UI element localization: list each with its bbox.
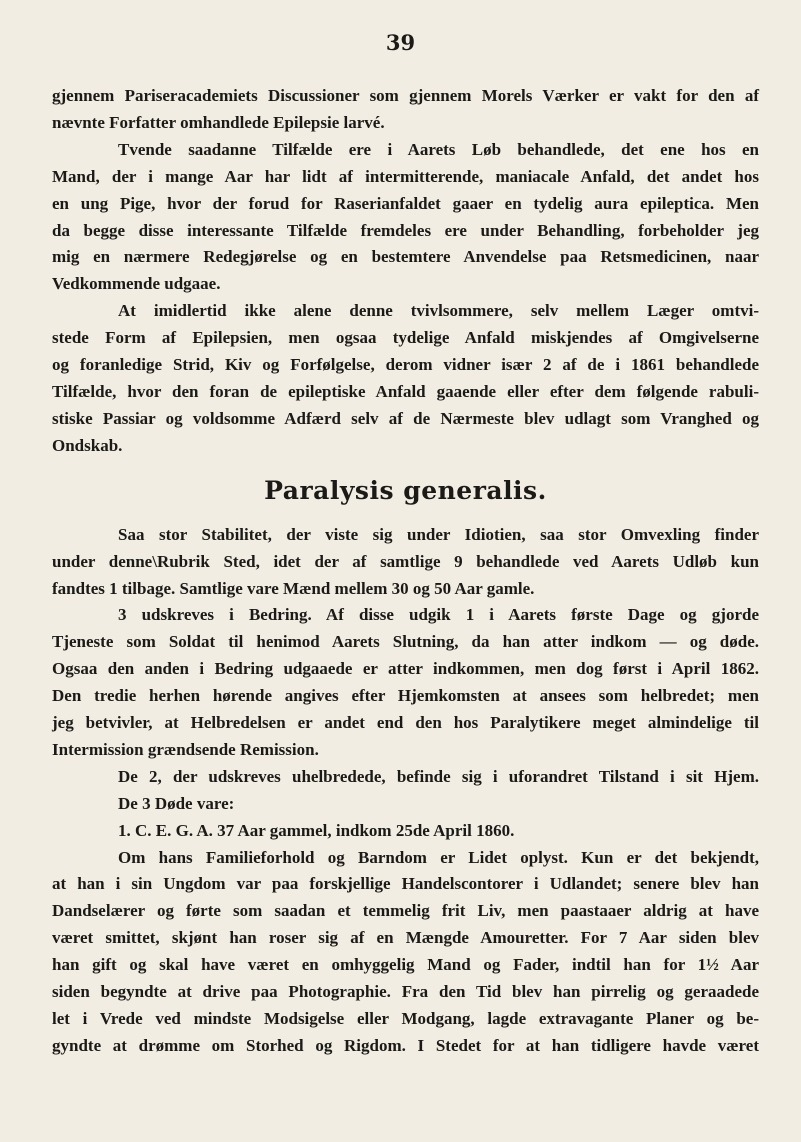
text-line: at han i sin Ungdom var paa forskjellige Handelscontorer i Udlandet; senere blev han <box>52 874 759 894</box>
text-line: nævnte Forfatter omhandlede Epilepsie larvé. <box>52 112 385 132</box>
text-line: under denne\Rubrik Sted, idet der af samtlige 9 behandlede ved Aarets Udløb kun <box>52 551 759 571</box>
section-heading: Paralysis generalis. <box>264 475 547 505</box>
text-line: Tvende saadanne Tilfælde ere i Aarets Løb behandlede, det ene hos en <box>118 139 759 159</box>
text-line: Den tredie herhen hørende angives efter Hjemkomsten at ansees som helbredet; men <box>52 686 759 706</box>
text-line: 3 udskreves i Bedring. Af disse udgik 1 i Aarets første Dage og gjorde <box>118 605 759 625</box>
text-line: gjennem Pariseracademiets Discussioner som gjennem Morels Værker er vakt for den af <box>52 86 759 105</box>
text-line: Ogsaa den anden i Bedring udgaaede er atter indkommen, men dog først i April 1862. <box>52 659 759 679</box>
text-line: Mand, der i mange Aar har lidt af intermitterende, maniacale Anfald, det andet hos <box>52 166 759 186</box>
text-line: Ondskab. <box>52 435 123 455</box>
text-line: været smittet, skjønt han roser sig af en Mængde Amouretter. For 7 Aar siden blev <box>52 928 759 948</box>
text-line: Vedkommende udgaae. <box>52 274 221 294</box>
text-line: At imidlertid ikke alene denne tvivlsommere, selv mellem Læger omtvi- <box>118 301 759 321</box>
text-line: jeg betvivler, at Helbredelsen er andet end den hos Paralytikere meget almindelige til <box>52 713 759 733</box>
text-line: Saa stor Stabilitet, der viste sig under Idiotien, saa stor Omvexling finder <box>118 524 759 544</box>
text-line: Om hans Familieforhold og Barndom er Lidet oplyst. Kun er det bekjendt, <box>118 847 759 867</box>
text-line: let i Vrede ved mindste Modsigelse eller Modgang, lagde extravagante Planer og be- <box>52 1009 759 1028</box>
text-line: og foranledige Strid, Kiv og Forfølgelse, derom vidner især 2 af de i 1861 behandlede <box>52 355 759 375</box>
text-line: De 3 Døde vare: <box>118 793 235 813</box>
text-line: han gift og skal have været en omhyggelig Mand og Fader, indtil han for 1½ Aar <box>52 955 759 975</box>
text-line: stiske Passiar og voldsomme Adfærd selv af de Nærmeste blev udlagt som Vranghed og <box>52 408 759 428</box>
text-line: stede Form af Epilepsien, men ogsaa tydelige Anfald miskjendes af Omgivelserne <box>52 328 759 348</box>
text-line: fandtes 1 tilbage. Samtlige vare Mænd mellem 30 og 50 Aar gamle. <box>52 578 535 598</box>
text-line: 1. C. E. G. A. 37 Aar gammel, indkom 25de April 1860. <box>118 820 515 840</box>
text-line: Intermission grændsende Remission. <box>52 739 319 759</box>
text-column <box>52 83 759 1060</box>
text-line: siden begyndte at drive paa Photographie. Fra den Tid blev han pirrelig og geraadede <box>52 982 759 1002</box>
text-line: en ung Pige, hvor der forud for Raserianfaldet gaaer en tydelig aura epileptica. Men <box>52 193 759 213</box>
text-line: Dandselærer og førte som saadan et temmelig frit Liv, men paastaaer aldrig at have <box>52 901 759 921</box>
page-number: 39 <box>385 30 416 55</box>
text-line: Tjeneste som Soldat til henimod Aarets Slutning, da han atter indkom — og døde. <box>52 632 759 652</box>
text-line: gyndte at drømme om Storhed og Rigdom. I Stedet for at han tidligere havde været <box>52 1035 759 1055</box>
text-line: mig en nærmere Redegjørelse og en bestemtere Anvendelse paa Retsmedicinen, naar <box>52 247 759 267</box>
text-line: da begge disse interessante Tilfælde fremdeles ere under Behandling, forbeholder jeg <box>52 220 759 240</box>
text-line: De 2, der udskreves uhelbredede, befinde sig i uforandret Tilstand i sit Hjem. <box>118 766 759 786</box>
text-line: Tilfælde, hvor den foran de epileptiske Anfald gaaende eller efter dem følgende rabuli- <box>52 381 759 401</box>
